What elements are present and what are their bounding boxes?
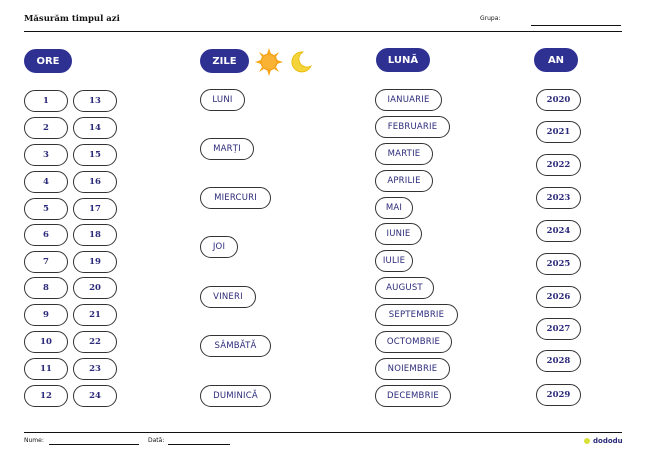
zi-miercuri[interactable]: MIERCURI <box>200 187 271 209</box>
luna-mai[interactable]: MAI <box>375 197 413 219</box>
luna-noiembrie[interactable]: NOIEMBRIE <box>375 358 450 380</box>
luna-august[interactable]: AUGUST <box>375 277 434 299</box>
ora-19[interactable]: 19 <box>73 251 117 273</box>
zi-duminica[interactable]: DUMINICĂ <box>200 385 271 407</box>
luna-iulie[interactable]: IULIE <box>375 250 413 272</box>
top-divider <box>24 31 622 32</box>
ora-16[interactable]: 16 <box>73 171 117 193</box>
ora-21[interactable]: 21 <box>73 304 117 326</box>
an-2020[interactable]: 2020 <box>536 89 581 111</box>
brand-dot-icon <box>584 438 590 444</box>
ora-10[interactable]: 10 <box>24 331 68 353</box>
ora-8[interactable]: 8 <box>24 277 68 299</box>
luna-martie[interactable]: MARTIE <box>375 143 433 165</box>
header-luna: LUNĂ <box>376 48 430 72</box>
data-label: Dată: <box>148 437 165 444</box>
luna-septembrie[interactable]: SEPTEMBRIE <box>375 304 458 326</box>
ora-4[interactable]: 4 <box>24 171 68 193</box>
an-2027[interactable]: 2027 <box>536 318 581 340</box>
zi-joi[interactable]: JOI <box>200 236 238 258</box>
ora-24[interactable]: 24 <box>73 385 117 407</box>
grupa-field[interactable] <box>531 25 621 26</box>
sun-icon <box>254 47 284 77</box>
an-2022[interactable]: 2022 <box>536 154 581 176</box>
ora-20[interactable]: 20 <box>73 277 117 299</box>
ora-15[interactable]: 15 <box>73 144 117 166</box>
luna-decembrie[interactable]: DECEMBRIE <box>375 385 451 407</box>
an-2021[interactable]: 2021 <box>536 121 581 143</box>
moon-icon <box>287 49 313 75</box>
luna-octombrie[interactable]: OCTOMBRIE <box>375 331 452 353</box>
ora-2[interactable]: 2 <box>24 117 68 139</box>
nume-field[interactable] <box>49 444 139 445</box>
ora-9[interactable]: 9 <box>24 304 68 326</box>
luna-ianuarie[interactable]: IANUARIE <box>375 89 442 111</box>
grupa-label: Grupa: <box>480 15 501 22</box>
an-2023[interactable]: 2023 <box>536 187 581 209</box>
ora-6[interactable]: 6 <box>24 224 68 246</box>
zi-marti[interactable]: MARȚI <box>200 138 254 160</box>
ora-17[interactable]: 17 <box>73 198 117 220</box>
an-2025[interactable]: 2025 <box>536 253 581 275</box>
ora-18[interactable]: 18 <box>73 224 117 246</box>
zi-luni[interactable]: LUNI <box>200 89 245 111</box>
ora-7[interactable]: 7 <box>24 251 68 273</box>
luna-aprilie[interactable]: APRILIE <box>375 170 433 192</box>
an-2026[interactable]: 2026 <box>536 286 581 308</box>
header-zile: ZILE <box>200 49 249 73</box>
brand-name: dododu <box>593 437 623 445</box>
bottom-divider <box>24 432 622 433</box>
ora-5[interactable]: 5 <box>24 198 68 220</box>
an-2024[interactable]: 2024 <box>536 220 581 242</box>
zi-sambata[interactable]: SÂMBĂTĂ <box>200 335 271 357</box>
ora-23[interactable]: 23 <box>73 358 117 380</box>
luna-februarie[interactable]: FEBRUARIE <box>375 116 450 138</box>
an-2029[interactable]: 2029 <box>536 384 581 406</box>
ora-13[interactable]: 13 <box>73 90 117 112</box>
an-2028[interactable]: 2028 <box>536 350 581 372</box>
ora-1[interactable]: 1 <box>24 90 68 112</box>
data-field[interactable] <box>168 444 230 445</box>
ora-22[interactable]: 22 <box>73 331 117 353</box>
nume-label: Nume: <box>24 437 44 444</box>
header-ore: ORE <box>24 49 72 73</box>
ora-12[interactable]: 12 <box>24 385 68 407</box>
page-title: Măsurăm timpul azi <box>24 14 120 24</box>
ora-11[interactable]: 11 <box>24 358 68 380</box>
luna-iunie[interactable]: IUNIE <box>375 223 422 245</box>
header-an: AN <box>534 48 578 72</box>
zi-vineri[interactable]: VINERI <box>200 286 256 308</box>
ora-14[interactable]: 14 <box>73 117 117 139</box>
brand-logo <box>584 437 623 445</box>
ora-3[interactable]: 3 <box>24 144 68 166</box>
